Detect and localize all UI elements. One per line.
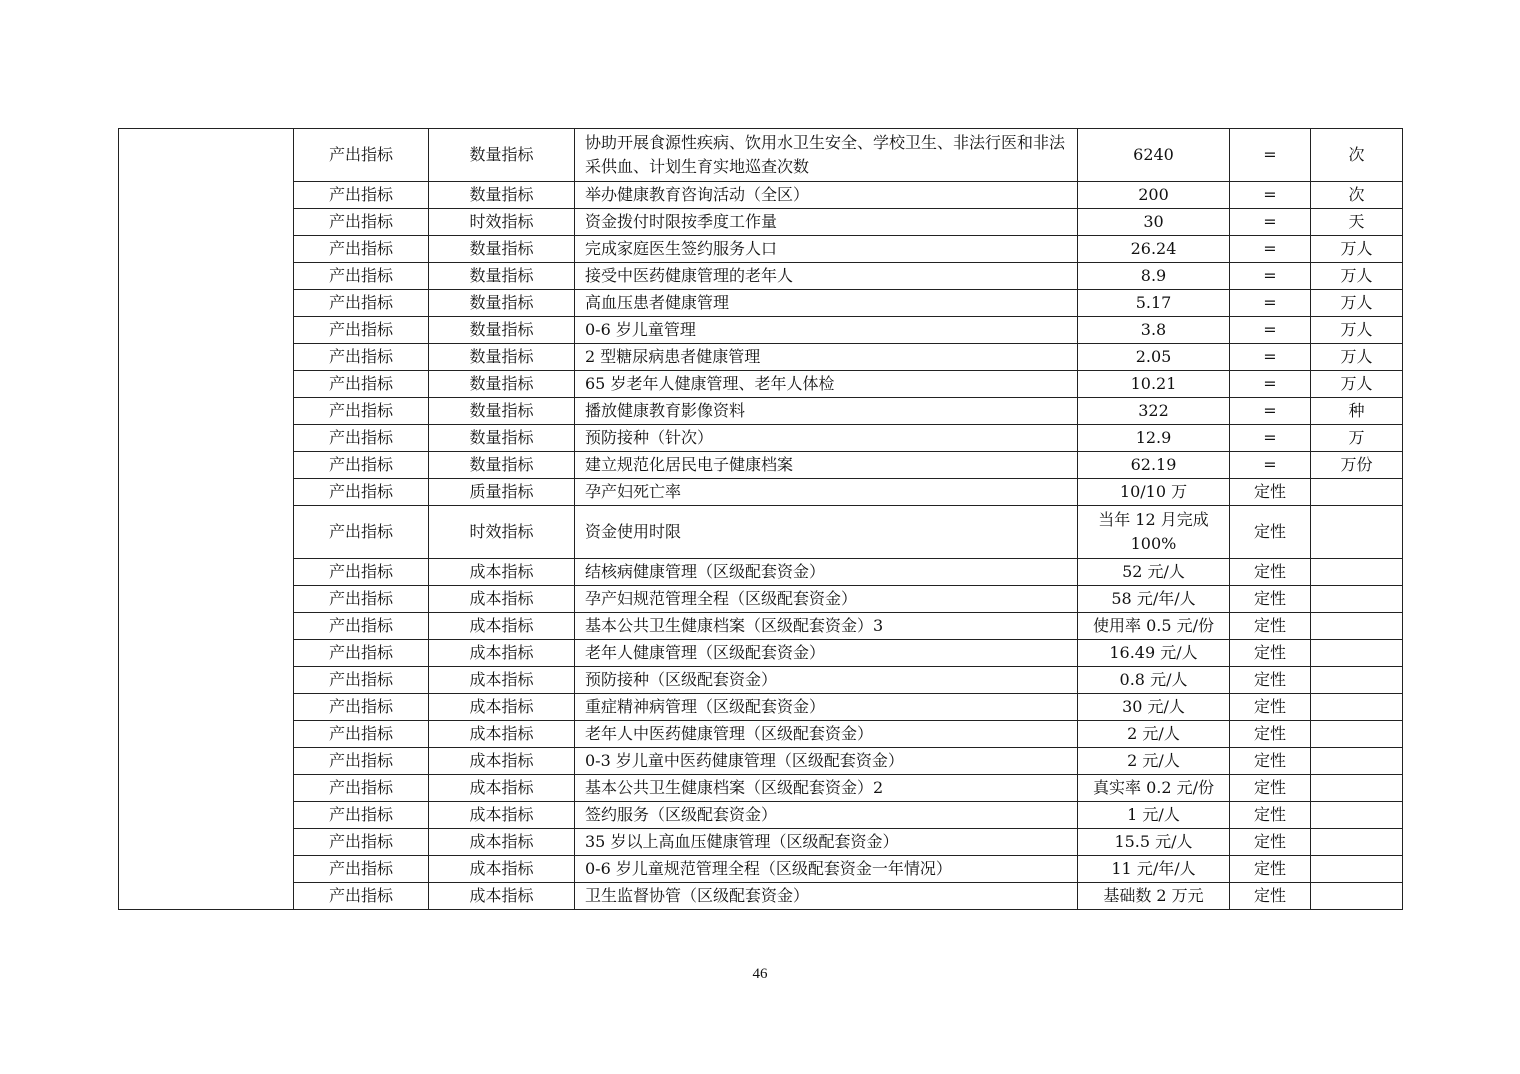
value-cell: 200 [1078, 182, 1230, 209]
level2-cell: 数量指标 [429, 290, 575, 317]
unit-cell [1311, 640, 1403, 667]
level1-cell: 产出指标 [294, 694, 429, 721]
level1-cell: 产出指标 [294, 344, 429, 371]
level1-cell: 产出指标 [294, 748, 429, 775]
indicator-cell: 资金使用时限 [575, 506, 1078, 559]
table-row [119, 182, 1403, 209]
level2-cell: 数量指标 [429, 236, 575, 263]
indicator-cell: 接受中医药健康管理的老年人 [575, 263, 1078, 290]
indicator-cell: 协助开展食源性疾病、饮用水卫生安全、学校卫生、非法行医和非法采供血、计划生育实地巡查次数 [575, 129, 1078, 182]
operator-cell: = [1230, 398, 1311, 425]
unit-cell: 万人 [1311, 263, 1403, 290]
level2-cell: 数量指标 [429, 452, 575, 479]
unit-cell: 天 [1311, 209, 1403, 236]
table-row [119, 613, 1403, 640]
operator-cell: = [1230, 263, 1311, 290]
table-row [119, 263, 1403, 290]
level1-cell: 产出指标 [294, 209, 429, 236]
operator-cell: 定性 [1230, 856, 1311, 883]
indicator-cell: 0-3 岁儿童中医药健康管理（区级配套资金） [575, 748, 1078, 775]
table-row [119, 667, 1403, 694]
operator-cell: 定性 [1230, 506, 1311, 559]
level2-cell: 数量指标 [429, 263, 575, 290]
value-cell: 2 元/人 [1078, 721, 1230, 748]
indicator-cell: 举办健康教育咨询活动（全区） [575, 182, 1078, 209]
table-row [119, 236, 1403, 263]
indicator-cell: 孕产妇规范管理全程（区级配套资金） [575, 586, 1078, 613]
operator-cell: = [1230, 344, 1311, 371]
operator-cell: = [1230, 317, 1311, 344]
table-row [119, 398, 1403, 425]
project-name-cell [119, 129, 294, 910]
operator-cell: 定性 [1230, 721, 1311, 748]
value-cell: 0.8 元/人 [1078, 667, 1230, 694]
indicator-cell: 预防接种（针次） [575, 425, 1078, 452]
level1-cell: 产出指标 [294, 586, 429, 613]
value-cell: 2 元/人 [1078, 748, 1230, 775]
table-row [119, 290, 1403, 317]
level1-cell: 产出指标 [294, 290, 429, 317]
operator-cell: 定性 [1230, 802, 1311, 829]
level2-cell: 成本指标 [429, 667, 575, 694]
level1-cell: 产出指标 [294, 883, 429, 910]
level1-cell: 产出指标 [294, 829, 429, 856]
unit-cell [1311, 829, 1403, 856]
level1-cell: 产出指标 [294, 506, 429, 559]
level2-cell: 成本指标 [429, 586, 575, 613]
level1-cell: 产出指标 [294, 371, 429, 398]
table-row [119, 344, 1403, 371]
operator-cell: = [1230, 236, 1311, 263]
level1-cell: 产出指标 [294, 775, 429, 802]
unit-cell: 万人 [1311, 371, 1403, 398]
value-cell: 12.9 [1078, 425, 1230, 452]
table-row [119, 209, 1403, 236]
unit-cell [1311, 586, 1403, 613]
level1-cell: 产出指标 [294, 802, 429, 829]
level2-cell: 数量指标 [429, 129, 575, 182]
level1-cell: 产出指标 [294, 317, 429, 344]
unit-cell [1311, 802, 1403, 829]
indicator-cell: 播放健康教育影像资料 [575, 398, 1078, 425]
operator-cell: 定性 [1230, 883, 1311, 910]
level2-cell: 时效指标 [429, 506, 575, 559]
unit-cell: 万 [1311, 425, 1403, 452]
value-cell: 322 [1078, 398, 1230, 425]
level2-cell: 数量指标 [429, 425, 575, 452]
value-cell: 6240 [1078, 129, 1230, 182]
indicator-cell: 资金拨付时限按季度工作量 [575, 209, 1078, 236]
level1-cell: 产出指标 [294, 182, 429, 209]
value-cell: 8.9 [1078, 263, 1230, 290]
level1-cell: 产出指标 [294, 452, 429, 479]
indicator-cell: 签约服务（区级配套资金） [575, 802, 1078, 829]
level1-cell: 产出指标 [294, 129, 429, 182]
value-cell: 10/10 万 [1078, 479, 1230, 506]
table-row [119, 506, 1403, 559]
indicator-cell: 孕产妇死亡率 [575, 479, 1078, 506]
level1-cell: 产出指标 [294, 721, 429, 748]
value-cell: 5.17 [1078, 290, 1230, 317]
unit-cell: 万人 [1311, 236, 1403, 263]
unit-cell [1311, 748, 1403, 775]
operator-cell: 定性 [1230, 775, 1311, 802]
operator-cell: 定性 [1230, 667, 1311, 694]
operator-cell: = [1230, 290, 1311, 317]
unit-cell: 万人 [1311, 290, 1403, 317]
level2-cell: 成本指标 [429, 775, 575, 802]
level2-cell: 成本指标 [429, 721, 575, 748]
table-row [119, 721, 1403, 748]
level2-cell: 数量指标 [429, 344, 575, 371]
unit-cell [1311, 506, 1403, 559]
operator-cell: 定性 [1230, 640, 1311, 667]
table-row [119, 559, 1403, 586]
table-row [119, 802, 1403, 829]
level2-cell: 成本指标 [429, 883, 575, 910]
indicator-cell: 0-6 岁儿童管理 [575, 317, 1078, 344]
value-cell: 真实率 0.2 元/份 [1078, 775, 1230, 802]
value-cell: 16.49 元/人 [1078, 640, 1230, 667]
operator-cell: 定性 [1230, 559, 1311, 586]
indicator-cell: 结核病健康管理（区级配套资金） [575, 559, 1078, 586]
unit-cell [1311, 613, 1403, 640]
unit-cell: 万人 [1311, 317, 1403, 344]
table-row [119, 129, 1403, 182]
level1-cell: 产出指标 [294, 640, 429, 667]
operator-cell: 定性 [1230, 694, 1311, 721]
table-row [119, 452, 1403, 479]
value-cell: 2.05 [1078, 344, 1230, 371]
table-row [119, 748, 1403, 775]
indicator-cell: 基本公共卫生健康档案（区级配套资金）3 [575, 613, 1078, 640]
level2-cell: 时效指标 [429, 209, 575, 236]
operator-cell: = [1230, 452, 1311, 479]
value-cell: 当年 12 月完成 100% [1078, 506, 1230, 559]
value-cell: 使用率 0.5 元/份 [1078, 613, 1230, 640]
level2-cell: 成本指标 [429, 802, 575, 829]
unit-cell: 次 [1311, 129, 1403, 182]
operator-cell: 定性 [1230, 829, 1311, 856]
value-cell: 11 元/年/人 [1078, 856, 1230, 883]
unit-cell [1311, 721, 1403, 748]
level1-cell: 产出指标 [294, 613, 429, 640]
indicator-cell: 老年人健康管理（区级配套资金） [575, 640, 1078, 667]
level1-cell: 产出指标 [294, 559, 429, 586]
unit-cell [1311, 694, 1403, 721]
value-cell: 30 元/人 [1078, 694, 1230, 721]
value-cell: 基础数 2 万元 [1078, 883, 1230, 910]
table-row [119, 425, 1403, 452]
operator-cell: 定性 [1230, 586, 1311, 613]
page-number: 46 [752, 966, 768, 982]
level1-cell: 产出指标 [294, 856, 429, 883]
level2-cell: 成本指标 [429, 829, 575, 856]
value-cell: 26.24 [1078, 236, 1230, 263]
value-cell: 15.5 元/人 [1078, 829, 1230, 856]
value-cell: 58 元/年/人 [1078, 586, 1230, 613]
indicator-cell: 完成家庭医生签约服务人口 [575, 236, 1078, 263]
level1-cell: 产出指标 [294, 479, 429, 506]
unit-cell: 万份 [1311, 452, 1403, 479]
value-cell: 30 [1078, 209, 1230, 236]
table-row [119, 371, 1403, 398]
level2-cell: 成本指标 [429, 613, 575, 640]
table-row [119, 479, 1403, 506]
unit-cell [1311, 775, 1403, 802]
unit-cell: 种 [1311, 398, 1403, 425]
operator-cell: 定性 [1230, 479, 1311, 506]
unit-cell: 次 [1311, 182, 1403, 209]
table-row [119, 775, 1403, 802]
operator-cell: = [1230, 182, 1311, 209]
table-row [119, 694, 1403, 721]
unit-cell [1311, 883, 1403, 910]
indicator-cell: 0-6 岁儿童规范管理全程（区级配套资金一年情况） [575, 856, 1078, 883]
level2-cell: 成本指标 [429, 856, 575, 883]
level1-cell: 产出指标 [294, 263, 429, 290]
level2-cell: 成本指标 [429, 694, 575, 721]
table-row [119, 883, 1403, 910]
indicator-cell: 卫生监督协管（区级配套资金） [575, 883, 1078, 910]
level1-cell: 产出指标 [294, 425, 429, 452]
indicator-cell: 基本公共卫生健康档案（区级配套资金）2 [575, 775, 1078, 802]
unit-cell [1311, 479, 1403, 506]
unit-cell [1311, 856, 1403, 883]
unit-cell: 万人 [1311, 344, 1403, 371]
indicator-cell: 高血压患者健康管理 [575, 290, 1078, 317]
indicator-cell: 老年人中医药健康管理（区级配套资金） [575, 721, 1078, 748]
level2-cell: 质量指标 [429, 479, 575, 506]
value-cell: 1 元/人 [1078, 802, 1230, 829]
indicator-cell: 35 岁以上高血压健康管理（区级配套资金） [575, 829, 1078, 856]
level1-cell: 产出指标 [294, 398, 429, 425]
table-row [119, 317, 1403, 344]
level1-cell: 产出指标 [294, 236, 429, 263]
operator-cell: = [1230, 371, 1311, 398]
unit-cell [1311, 559, 1403, 586]
table-row [119, 829, 1403, 856]
level2-cell: 数量指标 [429, 182, 575, 209]
unit-cell [1311, 667, 1403, 694]
indicator-cell: 建立规范化居民电子健康档案 [575, 452, 1078, 479]
indicator-cell: 65 岁老年人健康管理、老年人体检 [575, 371, 1078, 398]
value-cell: 62.19 [1078, 452, 1230, 479]
operator-cell: = [1230, 209, 1311, 236]
operator-cell: = [1230, 425, 1311, 452]
level1-cell: 产出指标 [294, 667, 429, 694]
level2-cell: 数量指标 [429, 317, 575, 344]
indicator-cell: 2 型糖尿病患者健康管理 [575, 344, 1078, 371]
operator-cell: = [1230, 129, 1311, 182]
value-cell: 52 元/人 [1078, 559, 1230, 586]
table-body [119, 129, 1403, 910]
table-row [119, 856, 1403, 883]
operator-cell: 定性 [1230, 748, 1311, 775]
value-cell: 3.8 [1078, 317, 1230, 344]
indicator-table [118, 128, 1403, 910]
value-cell: 10.21 [1078, 371, 1230, 398]
level2-cell: 数量指标 [429, 371, 575, 398]
level2-cell: 成本指标 [429, 640, 575, 667]
table-row [119, 586, 1403, 613]
level2-cell: 成本指标 [429, 748, 575, 775]
level2-cell: 成本指标 [429, 559, 575, 586]
level2-cell: 数量指标 [429, 398, 575, 425]
table-row [119, 640, 1403, 667]
indicator-cell: 重症精神病管理（区级配套资金） [575, 694, 1078, 721]
operator-cell: 定性 [1230, 613, 1311, 640]
indicator-cell: 预防接种（区级配套资金） [575, 667, 1078, 694]
